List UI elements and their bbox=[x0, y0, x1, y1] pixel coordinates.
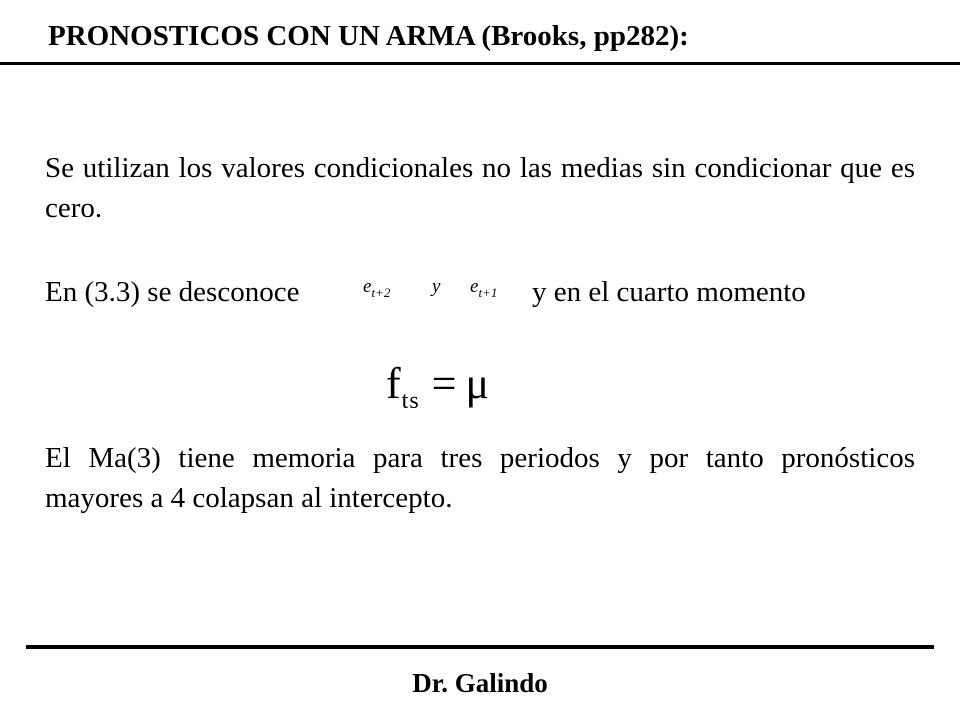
title-divider bbox=[0, 62, 960, 65]
line-unknown-terms-prefix: En (3.3) se desconoce bbox=[45, 276, 300, 308]
math-term-e-t-plus-1 bbox=[470, 276, 497, 301]
math-term1-sub: t+2 bbox=[371, 284, 391, 300]
math-term2-sub: t+1 bbox=[478, 284, 498, 300]
formula-lhs-sub: ts bbox=[401, 387, 420, 414]
paragraph-conditional-values: Se utilizan los valores condicionales no las medias sin condicionar que es cero. bbox=[45, 152, 915, 224]
math-connector-y: y bbox=[432, 276, 441, 297]
slide-title: PRONOSTICOS CON UN ARMA (Brooks, pp282): bbox=[48, 20, 689, 52]
math-term2-base: e bbox=[470, 276, 479, 297]
math-term1-base: e bbox=[363, 276, 372, 297]
paragraph-ma3-memory: El Ma(3) tiene memoria para tres periodos y por tanto pronósticos mayores a 4 colapsan al intercepto. bbox=[45, 442, 915, 514]
footer-divider bbox=[26, 645, 934, 649]
formula-forecast-equals-mu bbox=[386, 358, 490, 415]
math-term-e-t-plus-2 bbox=[363, 276, 390, 301]
formula-rhs: μ bbox=[465, 359, 491, 408]
formula-lhs-base: f bbox=[386, 359, 402, 408]
footer-author: Dr. Galindo bbox=[412, 668, 548, 698]
line-unknown-terms-suffix: y en el cuarto momento bbox=[532, 276, 806, 308]
formula-equals: = bbox=[431, 359, 458, 408]
